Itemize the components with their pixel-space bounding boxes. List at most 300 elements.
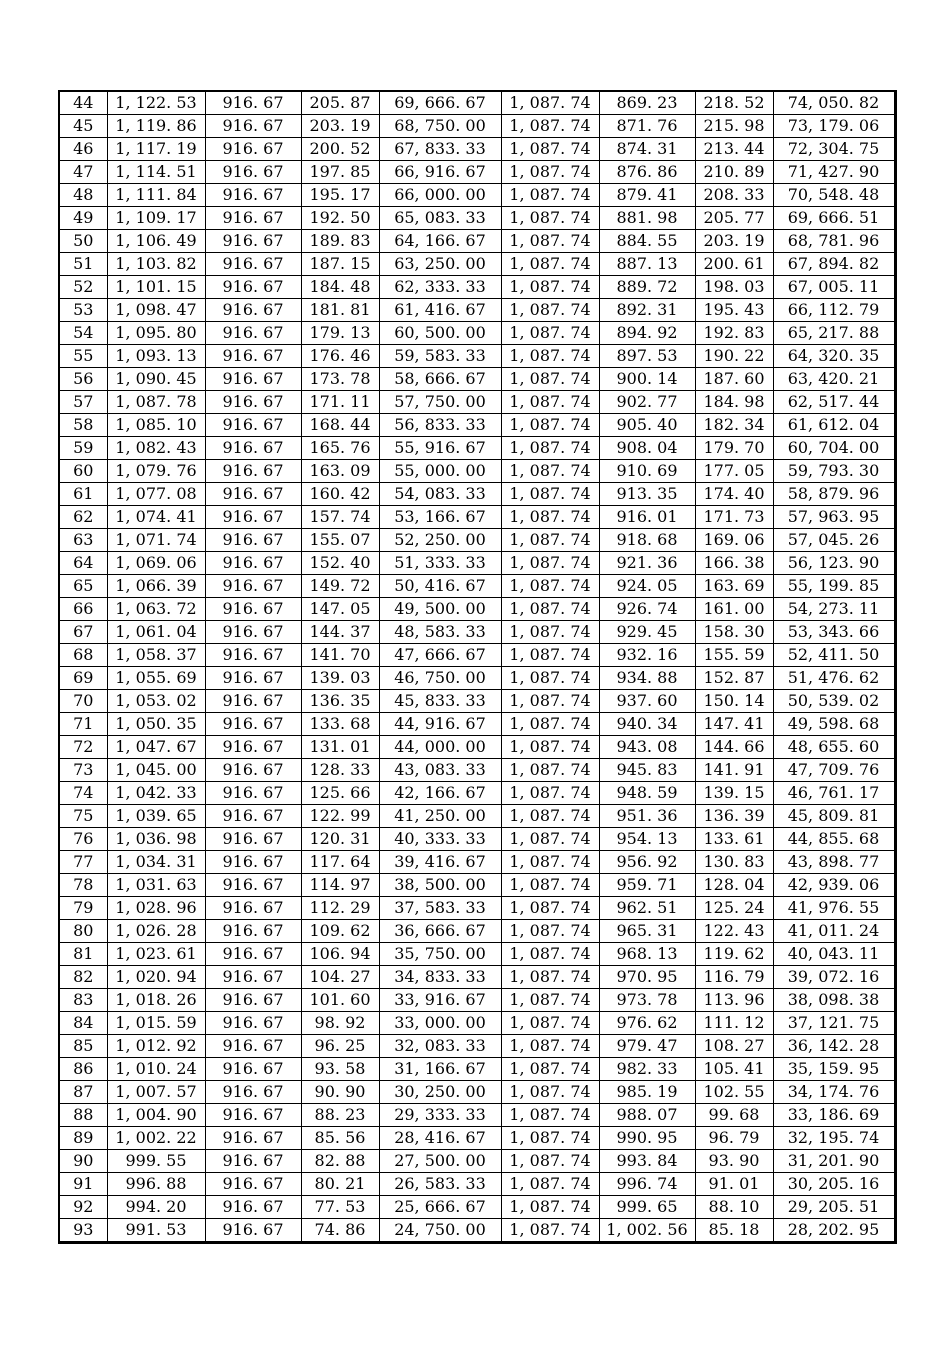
interest-cell-b: 102. 55 (695, 1081, 773, 1104)
principal-cell-b: 902. 77 (599, 391, 695, 414)
period-cell: 90 (59, 1150, 107, 1173)
principal-cell-b: 970. 95 (599, 966, 695, 989)
interest-cell-b: 166. 38 (695, 552, 773, 575)
period-cell: 60 (59, 460, 107, 483)
payment-cell-b: 1, 087. 74 (501, 920, 599, 943)
interest-cell-b: 130. 83 (695, 851, 773, 874)
interest-cell-b: 213. 44 (695, 138, 773, 161)
balance-cell-a: 26, 583. 33 (379, 1173, 501, 1196)
balance-cell-b: 72, 304. 75 (773, 138, 895, 161)
payment-cell-a: 1, 023. 61 (107, 943, 205, 966)
period-cell: 76 (59, 828, 107, 851)
table-row (59, 920, 895, 943)
balance-cell-a: 35, 750. 00 (379, 943, 501, 966)
principal-cell-b: 926. 74 (599, 598, 695, 621)
interest-cell-a: 104. 27 (301, 966, 379, 989)
table-row (59, 437, 895, 460)
principal-cell-b: 951. 36 (599, 805, 695, 828)
principal-cell-a: 916. 67 (205, 230, 301, 253)
table-row (59, 299, 895, 322)
interest-cell-a: 74. 86 (301, 1219, 379, 1243)
principal-cell-b: 918. 68 (599, 529, 695, 552)
balance-cell-b: 67, 005. 11 (773, 276, 895, 299)
table-row (59, 529, 895, 552)
interest-cell-b: 147. 41 (695, 713, 773, 736)
interest-cell-a: 112. 29 (301, 897, 379, 920)
period-cell: 53 (59, 299, 107, 322)
period-cell: 73 (59, 759, 107, 782)
interest-cell-a: 197. 85 (301, 161, 379, 184)
table-row (59, 667, 895, 690)
table-row (59, 414, 895, 437)
payment-cell-a: 1, 117. 19 (107, 138, 205, 161)
interest-cell-b: 99. 68 (695, 1104, 773, 1127)
interest-cell-a: 125. 66 (301, 782, 379, 805)
principal-cell-a: 916. 67 (205, 1173, 301, 1196)
interest-cell-a: 176. 46 (301, 345, 379, 368)
interest-cell-b: 187. 60 (695, 368, 773, 391)
table-row (59, 91, 895, 115)
period-cell: 74 (59, 782, 107, 805)
table-row (59, 989, 895, 1012)
payment-cell-b: 1, 087. 74 (501, 161, 599, 184)
payment-cell-a: 1, 119. 86 (107, 115, 205, 138)
payment-cell-b: 1, 087. 74 (501, 138, 599, 161)
principal-cell-b: 874. 31 (599, 138, 695, 161)
principal-cell-a: 916. 67 (205, 276, 301, 299)
period-cell: 64 (59, 552, 107, 575)
period-cell: 86 (59, 1058, 107, 1081)
payment-cell-a: 1, 101. 15 (107, 276, 205, 299)
period-cell: 62 (59, 506, 107, 529)
payment-cell-b: 1, 087. 74 (501, 276, 599, 299)
table-row (59, 138, 895, 161)
principal-cell-a: 916. 67 (205, 713, 301, 736)
interest-cell-b: 128. 04 (695, 874, 773, 897)
balance-cell-a: 42, 166. 67 (379, 782, 501, 805)
balance-cell-a: 58, 666. 67 (379, 368, 501, 391)
interest-cell-a: 88. 23 (301, 1104, 379, 1127)
payment-cell-b: 1, 087. 74 (501, 736, 599, 759)
table-row (59, 1150, 895, 1173)
principal-cell-a: 916. 67 (205, 207, 301, 230)
payment-cell-a: 994. 20 (107, 1196, 205, 1219)
table-row (59, 1035, 895, 1058)
principal-cell-b: 968. 13 (599, 943, 695, 966)
balance-cell-b: 36, 142. 28 (773, 1035, 895, 1058)
table-row (59, 782, 895, 805)
period-cell: 54 (59, 322, 107, 345)
interest-cell-b: 91. 01 (695, 1173, 773, 1196)
balance-cell-a: 43, 083. 33 (379, 759, 501, 782)
interest-cell-b: 133. 61 (695, 828, 773, 851)
balance-cell-b: 35, 159. 95 (773, 1058, 895, 1081)
principal-cell-a: 916. 67 (205, 91, 301, 115)
payment-cell-b: 1, 087. 74 (501, 966, 599, 989)
principal-cell-b: 934. 88 (599, 667, 695, 690)
principal-cell-a: 916. 67 (205, 115, 301, 138)
interest-cell-b: 177. 05 (695, 460, 773, 483)
period-cell: 68 (59, 644, 107, 667)
payment-cell-a: 1, 053. 02 (107, 690, 205, 713)
payment-cell-a: 1, 103. 82 (107, 253, 205, 276)
payment-cell-a: 1, 122. 53 (107, 91, 205, 115)
interest-cell-a: 168. 44 (301, 414, 379, 437)
period-cell: 49 (59, 207, 107, 230)
principal-cell-b: 897. 53 (599, 345, 695, 368)
interest-cell-a: 163. 09 (301, 460, 379, 483)
payment-cell-a: 1, 010. 24 (107, 1058, 205, 1081)
payment-cell-b: 1, 087. 74 (501, 368, 599, 391)
interest-cell-a: 90. 90 (301, 1081, 379, 1104)
principal-cell-b: 954. 13 (599, 828, 695, 851)
payment-cell-b: 1, 087. 74 (501, 575, 599, 598)
interest-cell-b: 163. 69 (695, 575, 773, 598)
payment-cell-b: 1, 087. 74 (501, 299, 599, 322)
interest-cell-b: 195. 43 (695, 299, 773, 322)
interest-cell-a: 114. 97 (301, 874, 379, 897)
interest-cell-b: 174. 40 (695, 483, 773, 506)
balance-cell-a: 64, 166. 67 (379, 230, 501, 253)
balance-cell-b: 32, 195. 74 (773, 1127, 895, 1150)
balance-cell-a: 54, 083. 33 (379, 483, 501, 506)
interest-cell-b: 184. 98 (695, 391, 773, 414)
principal-cell-a: 916. 67 (205, 483, 301, 506)
payment-cell-b: 1, 087. 74 (501, 943, 599, 966)
payment-cell-b: 1, 087. 74 (501, 598, 599, 621)
period-cell: 75 (59, 805, 107, 828)
balance-cell-a: 55, 916. 67 (379, 437, 501, 460)
principal-cell-b: 887. 13 (599, 253, 695, 276)
principal-cell-b: 932. 16 (599, 644, 695, 667)
principal-cell-a: 916. 67 (205, 529, 301, 552)
principal-cell-b: 956. 92 (599, 851, 695, 874)
payment-cell-a: 1, 050. 35 (107, 713, 205, 736)
balance-cell-a: 53, 166. 67 (379, 506, 501, 529)
table-row (59, 1173, 895, 1196)
payment-cell-a: 1, 034. 31 (107, 851, 205, 874)
balance-cell-a: 28, 416. 67 (379, 1127, 501, 1150)
balance-cell-b: 34, 174. 76 (773, 1081, 895, 1104)
principal-cell-a: 916. 67 (205, 1058, 301, 1081)
interest-cell-a: 181. 81 (301, 299, 379, 322)
period-cell: 84 (59, 1012, 107, 1035)
payment-cell-a: 1, 085. 10 (107, 414, 205, 437)
principal-cell-a: 916. 67 (205, 644, 301, 667)
payment-cell-b: 1, 087. 74 (501, 782, 599, 805)
principal-cell-a: 916. 67 (205, 391, 301, 414)
table-row (59, 1058, 895, 1081)
principal-cell-a: 916. 67 (205, 782, 301, 805)
principal-cell-b: 921. 36 (599, 552, 695, 575)
period-cell: 77 (59, 851, 107, 874)
interest-cell-a: 147. 05 (301, 598, 379, 621)
interest-cell-b: 208. 33 (695, 184, 773, 207)
interest-cell-b: 113. 96 (695, 989, 773, 1012)
balance-cell-a: 55, 000. 00 (379, 460, 501, 483)
balance-cell-b: 54, 273. 11 (773, 598, 895, 621)
balance-cell-b: 48, 655. 60 (773, 736, 895, 759)
balance-cell-a: 33, 000. 00 (379, 1012, 501, 1035)
interest-cell-b: 111. 12 (695, 1012, 773, 1035)
payment-cell-b: 1, 087. 74 (501, 460, 599, 483)
principal-cell-b: 881. 98 (599, 207, 695, 230)
payment-cell-a: 1, 047. 67 (107, 736, 205, 759)
payment-cell-a: 1, 004. 90 (107, 1104, 205, 1127)
payment-cell-b: 1, 087. 74 (501, 1081, 599, 1104)
period-cell: 55 (59, 345, 107, 368)
balance-cell-a: 61, 416. 67 (379, 299, 501, 322)
payment-cell-a: 1, 087. 78 (107, 391, 205, 414)
principal-cell-b: 979. 47 (599, 1035, 695, 1058)
balance-cell-a: 44, 000. 00 (379, 736, 501, 759)
balance-cell-a: 66, 916. 67 (379, 161, 501, 184)
balance-cell-b: 66, 112. 79 (773, 299, 895, 322)
payment-cell-b: 1, 087. 74 (501, 391, 599, 414)
period-cell: 57 (59, 391, 107, 414)
interest-cell-a: 82. 88 (301, 1150, 379, 1173)
balance-cell-b: 70, 548. 48 (773, 184, 895, 207)
principal-cell-b: 976. 62 (599, 1012, 695, 1035)
principal-cell-b: 940. 34 (599, 713, 695, 736)
table-body (59, 91, 895, 1243)
principal-cell-b: 892. 31 (599, 299, 695, 322)
interest-cell-b: 200. 61 (695, 253, 773, 276)
balance-cell-b: 60, 704. 00 (773, 437, 895, 460)
payment-cell-a: 1, 058. 37 (107, 644, 205, 667)
balance-cell-a: 51, 333. 33 (379, 552, 501, 575)
balance-cell-a: 25, 666. 67 (379, 1196, 501, 1219)
interest-cell-a: 80. 21 (301, 1173, 379, 1196)
principal-cell-b: 924. 05 (599, 575, 695, 598)
principal-cell-a: 916. 67 (205, 161, 301, 184)
loan-schedule-table (58, 90, 897, 1244)
principal-cell-a: 916. 67 (205, 1104, 301, 1127)
balance-cell-b: 65, 217. 88 (773, 322, 895, 345)
period-cell: 45 (59, 115, 107, 138)
payment-cell-a: 999. 55 (107, 1150, 205, 1173)
principal-cell-a: 916. 67 (205, 759, 301, 782)
interest-cell-b: 171. 73 (695, 506, 773, 529)
principal-cell-a: 916. 67 (205, 828, 301, 851)
period-cell: 65 (59, 575, 107, 598)
payment-cell-b: 1, 087. 74 (501, 1058, 599, 1081)
period-cell: 66 (59, 598, 107, 621)
balance-cell-a: 47, 666. 67 (379, 644, 501, 667)
balance-cell-a: 46, 750. 00 (379, 667, 501, 690)
interest-cell-b: 198. 03 (695, 276, 773, 299)
period-cell: 52 (59, 276, 107, 299)
balance-cell-b: 37, 121. 75 (773, 1012, 895, 1035)
balance-cell-b: 29, 205. 51 (773, 1196, 895, 1219)
payment-cell-b: 1, 087. 74 (501, 667, 599, 690)
period-cell: 61 (59, 483, 107, 506)
principal-cell-a: 916. 67 (205, 138, 301, 161)
interest-cell-a: 93. 58 (301, 1058, 379, 1081)
balance-cell-b: 73, 179. 06 (773, 115, 895, 138)
balance-cell-b: 71, 427. 90 (773, 161, 895, 184)
balance-cell-b: 56, 123. 90 (773, 552, 895, 575)
payment-cell-a: 1, 002. 22 (107, 1127, 205, 1150)
balance-cell-b: 68, 781. 96 (773, 230, 895, 253)
table-row (59, 552, 895, 575)
payment-cell-b: 1, 087. 74 (501, 506, 599, 529)
principal-cell-b: 962. 51 (599, 897, 695, 920)
principal-cell-a: 916. 67 (205, 1196, 301, 1219)
table-row (59, 506, 895, 529)
interest-cell-b: 152. 87 (695, 667, 773, 690)
table-row (59, 874, 895, 897)
principal-cell-b: 913. 35 (599, 483, 695, 506)
principal-cell-a: 916. 67 (205, 184, 301, 207)
interest-cell-b: 169. 06 (695, 529, 773, 552)
interest-cell-b: 96. 79 (695, 1127, 773, 1150)
balance-cell-b: 58, 879. 96 (773, 483, 895, 506)
principal-cell-a: 916. 67 (205, 805, 301, 828)
payment-cell-a: 991. 53 (107, 1219, 205, 1243)
principal-cell-b: 905. 40 (599, 414, 695, 437)
payment-cell-a: 996. 88 (107, 1173, 205, 1196)
payment-cell-b: 1, 087. 74 (501, 897, 599, 920)
interest-cell-a: 120. 31 (301, 828, 379, 851)
interest-cell-b: 125. 24 (695, 897, 773, 920)
interest-cell-b: 192. 83 (695, 322, 773, 345)
balance-cell-b: 49, 598. 68 (773, 713, 895, 736)
period-cell: 71 (59, 713, 107, 736)
payment-cell-b: 1, 087. 74 (501, 437, 599, 460)
period-cell: 67 (59, 621, 107, 644)
balance-cell-b: 43, 898. 77 (773, 851, 895, 874)
balance-cell-a: 24, 750. 00 (379, 1219, 501, 1243)
payment-cell-a: 1, 071. 74 (107, 529, 205, 552)
payment-cell-a: 1, 042. 33 (107, 782, 205, 805)
balance-cell-a: 52, 250. 00 (379, 529, 501, 552)
table-row (59, 736, 895, 759)
table-row (59, 230, 895, 253)
payment-cell-b: 1, 087. 74 (501, 1127, 599, 1150)
payment-cell-b: 1, 087. 74 (501, 230, 599, 253)
table-row (59, 598, 895, 621)
interest-cell-a: 141. 70 (301, 644, 379, 667)
table-row (59, 345, 895, 368)
principal-cell-a: 916. 67 (205, 299, 301, 322)
balance-cell-a: 30, 250. 00 (379, 1081, 501, 1104)
balance-cell-a: 36, 666. 67 (379, 920, 501, 943)
interest-cell-a: 122. 99 (301, 805, 379, 828)
table-row (59, 966, 895, 989)
principal-cell-b: 965. 31 (599, 920, 695, 943)
payment-cell-b: 1, 087. 74 (501, 989, 599, 1012)
principal-cell-b: 948. 59 (599, 782, 695, 805)
interest-cell-a: 189. 83 (301, 230, 379, 253)
interest-cell-b: 136. 39 (695, 805, 773, 828)
interest-cell-b: 93. 90 (695, 1150, 773, 1173)
interest-cell-a: 184. 48 (301, 276, 379, 299)
interest-cell-a: 160. 42 (301, 483, 379, 506)
period-cell: 91 (59, 1173, 107, 1196)
balance-cell-b: 59, 793. 30 (773, 460, 895, 483)
table-row (59, 828, 895, 851)
payment-cell-b: 1, 087. 74 (501, 552, 599, 575)
payment-cell-a: 1, 055. 69 (107, 667, 205, 690)
balance-cell-b: 44, 855. 68 (773, 828, 895, 851)
principal-cell-b: 869. 23 (599, 91, 695, 115)
period-cell: 79 (59, 897, 107, 920)
interest-cell-b: 85. 18 (695, 1219, 773, 1243)
interest-cell-a: 152. 40 (301, 552, 379, 575)
period-cell: 47 (59, 161, 107, 184)
table-row (59, 276, 895, 299)
interest-cell-b: 155. 59 (695, 644, 773, 667)
balance-cell-a: 31, 166. 67 (379, 1058, 501, 1081)
principal-cell-a: 916. 67 (205, 598, 301, 621)
balance-cell-b: 41, 976. 55 (773, 897, 895, 920)
principal-cell-b: 889. 72 (599, 276, 695, 299)
interest-cell-b: 161. 00 (695, 598, 773, 621)
interest-cell-a: 128. 33 (301, 759, 379, 782)
payment-cell-a: 1, 090. 45 (107, 368, 205, 391)
balance-cell-a: 37, 583. 33 (379, 897, 501, 920)
principal-cell-a: 916. 67 (205, 736, 301, 759)
period-cell: 81 (59, 943, 107, 966)
table-row (59, 713, 895, 736)
balance-cell-b: 47, 709. 76 (773, 759, 895, 782)
balance-cell-a: 45, 833. 33 (379, 690, 501, 713)
principal-cell-a: 916. 67 (205, 966, 301, 989)
interest-cell-a: 144. 37 (301, 621, 379, 644)
principal-cell-b: 916. 01 (599, 506, 695, 529)
payment-cell-a: 1, 082. 43 (107, 437, 205, 460)
interest-cell-b: 150. 14 (695, 690, 773, 713)
balance-cell-b: 38, 098. 38 (773, 989, 895, 1012)
payment-cell-a: 1, 036. 98 (107, 828, 205, 851)
interest-cell-b: 88. 10 (695, 1196, 773, 1219)
payment-cell-a: 1, 045. 00 (107, 759, 205, 782)
interest-cell-b: 190. 22 (695, 345, 773, 368)
interest-cell-a: 195. 17 (301, 184, 379, 207)
principal-cell-a: 916. 67 (205, 1127, 301, 1150)
payment-cell-b: 1, 087. 74 (501, 759, 599, 782)
interest-cell-b: 203. 19 (695, 230, 773, 253)
interest-cell-b: 105. 41 (695, 1058, 773, 1081)
balance-cell-b: 74, 050. 82 (773, 91, 895, 115)
balance-cell-a: 60, 500. 00 (379, 322, 501, 345)
balance-cell-b: 67, 894. 82 (773, 253, 895, 276)
interest-cell-b: 158. 30 (695, 621, 773, 644)
balance-cell-a: 65, 083. 33 (379, 207, 501, 230)
principal-cell-a: 916. 67 (205, 851, 301, 874)
table-row (59, 805, 895, 828)
interest-cell-a: 187. 15 (301, 253, 379, 276)
balance-cell-b: 41, 011. 24 (773, 920, 895, 943)
payment-cell-b: 1, 087. 74 (501, 115, 599, 138)
balance-cell-b: 46, 761. 17 (773, 782, 895, 805)
payment-cell-a: 1, 066. 39 (107, 575, 205, 598)
principal-cell-b: 894. 92 (599, 322, 695, 345)
balance-cell-b: 42, 939. 06 (773, 874, 895, 897)
payment-cell-b: 1, 087. 74 (501, 483, 599, 506)
principal-cell-b: 1, 002. 56 (599, 1219, 695, 1243)
payment-cell-b: 1, 087. 74 (501, 322, 599, 345)
interest-cell-a: 165. 76 (301, 437, 379, 460)
interest-cell-a: 179. 13 (301, 322, 379, 345)
balance-cell-b: 69, 666. 51 (773, 207, 895, 230)
period-cell: 89 (59, 1127, 107, 1150)
payment-cell-b: 1, 087. 74 (501, 1219, 599, 1243)
balance-cell-a: 49, 500. 00 (379, 598, 501, 621)
interest-cell-a: 155. 07 (301, 529, 379, 552)
balance-cell-b: 55, 199. 85 (773, 575, 895, 598)
